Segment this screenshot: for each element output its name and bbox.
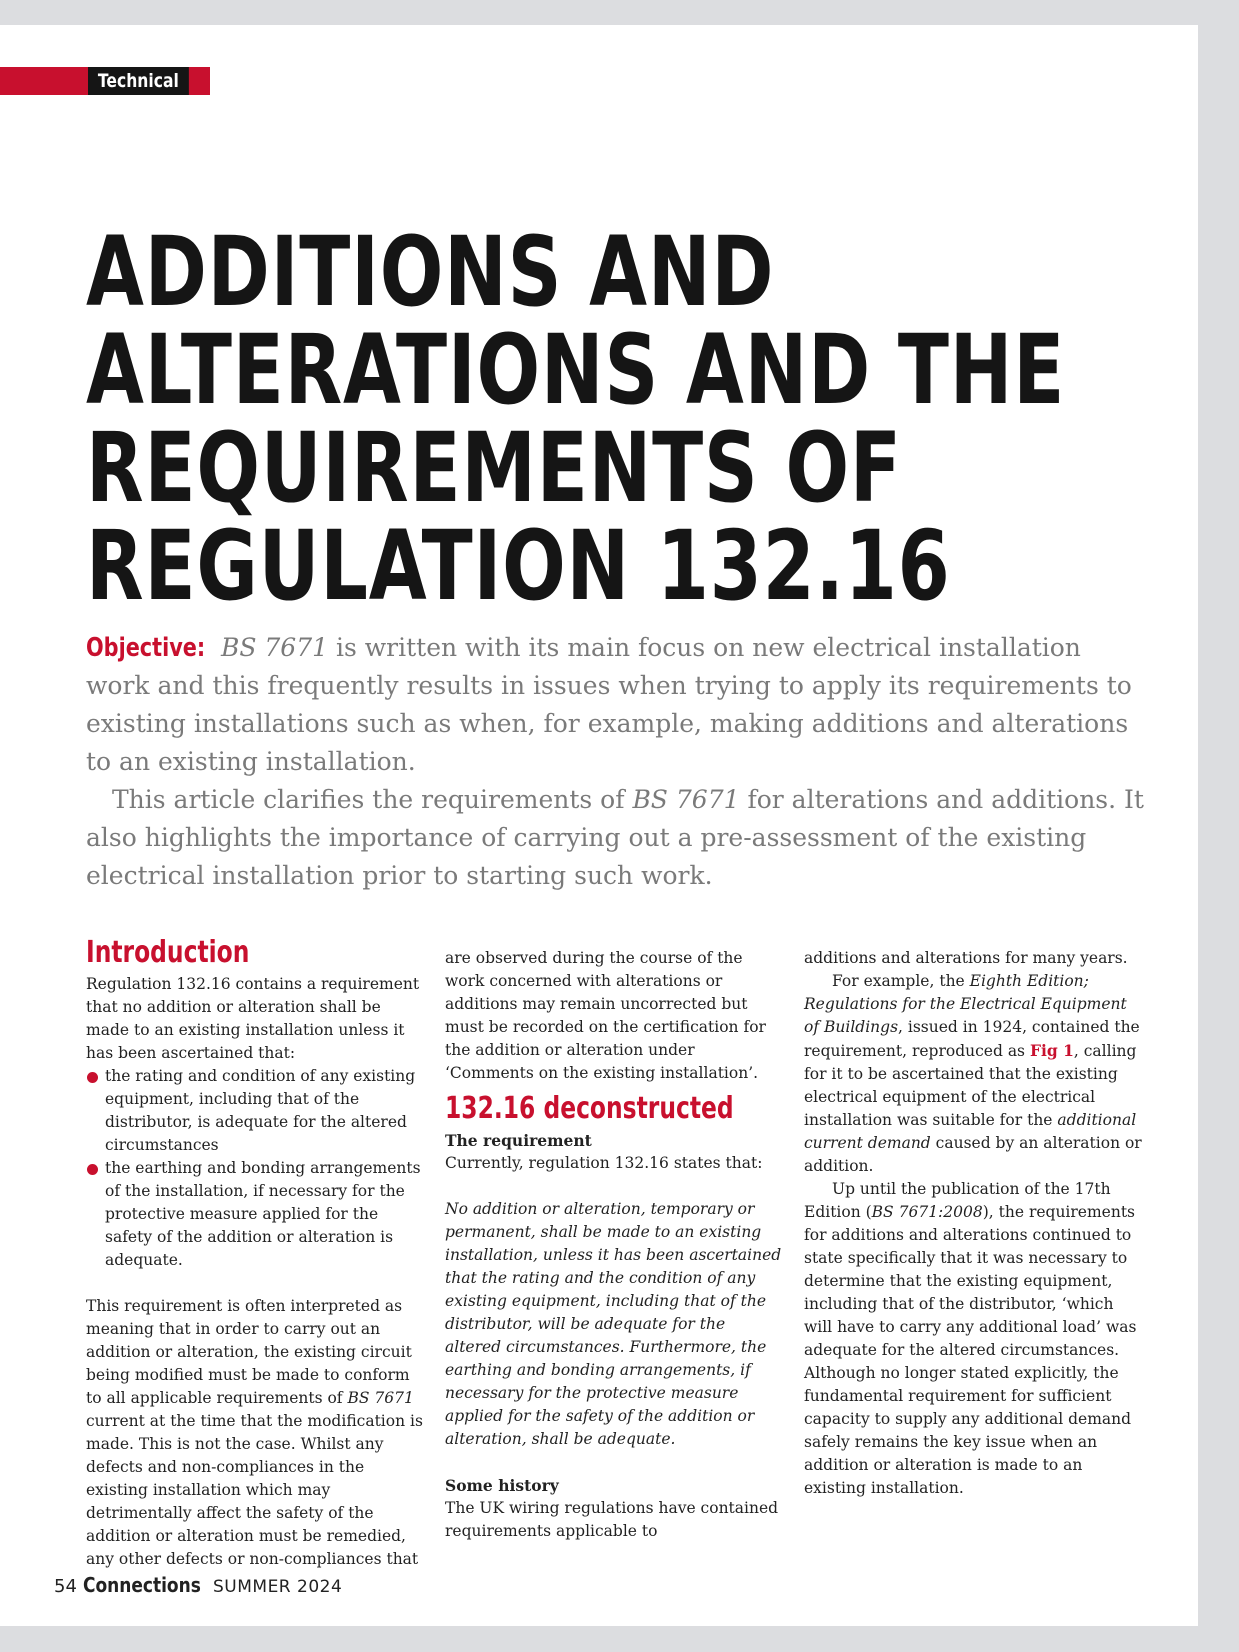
objective-text: is written with its main focus on new electrical installation work and this frequently results in issues when trying to apply its requirements to existing installations such as when, for example, making additions and alterations to an existing installation. — [86, 633, 1132, 776]
standard-ref: BS 7671:2008 — [871, 1203, 983, 1221]
magazine-page — [0, 25, 1198, 1626]
subheading-requirement: The requirement — [445, 1131, 592, 1150]
list-item — [86, 1157, 426, 1272]
standard-ref: BS 7671 — [347, 1389, 414, 1407]
subheading-history: Some history — [445, 1476, 559, 1495]
publication-ref: Eighth Edition; Regulations for the Electrical Equipment of Buildings — [804, 972, 1127, 1036]
section-tag: Technical — [88, 67, 189, 95]
standard-ref: BS 7671 — [220, 633, 329, 662]
list-item — [86, 1065, 426, 1157]
paragraph-text: For example, the — [832, 972, 970, 990]
standard-ref: BS 7671 — [632, 785, 740, 814]
title-line: ADDITIONS AND — [86, 216, 775, 328]
issue-date: SUMMER 2024 — [213, 1577, 343, 1597]
objective-label: Objective: — [86, 633, 206, 663]
paragraph: additions and alterations for many years. — [804, 949, 1128, 967]
section-heading-deconstructed: 132.16 deconstructed — [445, 1091, 734, 1126]
paragraph-text: ), the requirements for additions and alterations continued to state specifically that it was necessary to determine that the existing equipment, including that of the distributor, ‘which will have to carry any additional load’ was adequate for the altered circumstances. Although no longer stated explicitly, the fundamental requirement for sufficient capacity to supply any additional demand safely remains the key issue when an addition or alteration is made to an existing installation. — [804, 1203, 1137, 1497]
objective-standfirst — [86, 629, 1146, 895]
paragraph-text: , calling for it to be ascertained that the existing electrical equipment of the electrical installation was suitable for the — [804, 1042, 1137, 1129]
column-1 — [86, 935, 426, 1571]
bullet-dot-icon — [87, 1072, 98, 1083]
bullet-dot-icon — [87, 1164, 98, 1175]
page-footer — [54, 1573, 342, 1597]
section-heading-introduction: Introduction — [86, 935, 250, 970]
title-line: REQUIREMENTS OF — [86, 412, 902, 524]
emphasis-text: additional current demand — [804, 1111, 1137, 1152]
list-item-text: the earthing and bonding arrangements of the installation, if necessary for the protective measure applied for the safety of the addition or alteration is adequate. — [105, 1159, 421, 1269]
paragraph: The UK wiring regulations have contained requirements applicable to — [445, 1499, 779, 1540]
bullet-list — [86, 1065, 426, 1272]
figure-ref-link[interactable]: Fig 1 — [1029, 1041, 1074, 1060]
title-line: ALTERATIONS AND THE — [86, 314, 1066, 426]
paragraph — [804, 1178, 1144, 1500]
paragraph: Currently, regulation 132.16 states that: — [445, 1154, 763, 1172]
paragraph-text: , issued in 1924, contained the requirement, reproduced as — [804, 1018, 1140, 1060]
paragraph-text: current at the time that the modification is made. This is not the case. Whilst any defects and non-compliances in the existing installation which may detrimentally affect the safety of the addition or alteration must be remedied, any other defects or non-compliances that — [86, 1412, 423, 1568]
column-3 — [804, 947, 1144, 1500]
column-2 — [445, 947, 785, 1543]
objective-text: for alterations and additions. It also highlights the importance of carrying out a pre-assessment of the existing electrical installation prior to starting such work. — [86, 785, 1144, 890]
title-line: REGULATION 132.16 — [86, 510, 951, 622]
paragraph-text: This requirement is often interpreted as meaning that in order to carry out an addition or alteration, the existing circuit being modified must be made to conform to all applicable requirements of — [86, 1297, 412, 1407]
objective-text: This article clarifies the requirements of — [112, 785, 633, 814]
page-number: 54 — [54, 1576, 77, 1597]
paragraph-text: caused by an alteration or addition. — [804, 1134, 1142, 1175]
publication-name: Connections — [82, 1573, 201, 1597]
paragraph — [86, 1295, 426, 1571]
paragraph: Regulation 132.16 contains a requirement that no addition or alteration shall be made to an existing installation unless it has been ascertained that: — [86, 975, 420, 1062]
article-title — [86, 216, 1100, 622]
paragraph — [804, 970, 1144, 1178]
paragraph-text: Up until the publication of the 17th Edition ( — [804, 1180, 1111, 1221]
paragraph: are observed during the course of the work concerned with alterations or additions may remain uncorrected but must be recorded on the certification for the addition or alteration under ‘Comments on the existing installation’. — [445, 949, 766, 1082]
list-item-text: the rating and condition of any existing equipment, including that of the distributor, is adequate for the altered circumstances — [105, 1067, 416, 1154]
regulation-quote: No addition or alteration, temporary or permanent, shall be made to an existing installation, unless it has been ascertained that the rating and the condition of any existing equipment, including that of the distributor, will be adequate for the altered circumstances. Furthermore, the earthing and bonding arrangements, if necessary for the protective measure applied for the safety of the addition or alteration, shall be adequate. — [445, 1200, 782, 1448]
